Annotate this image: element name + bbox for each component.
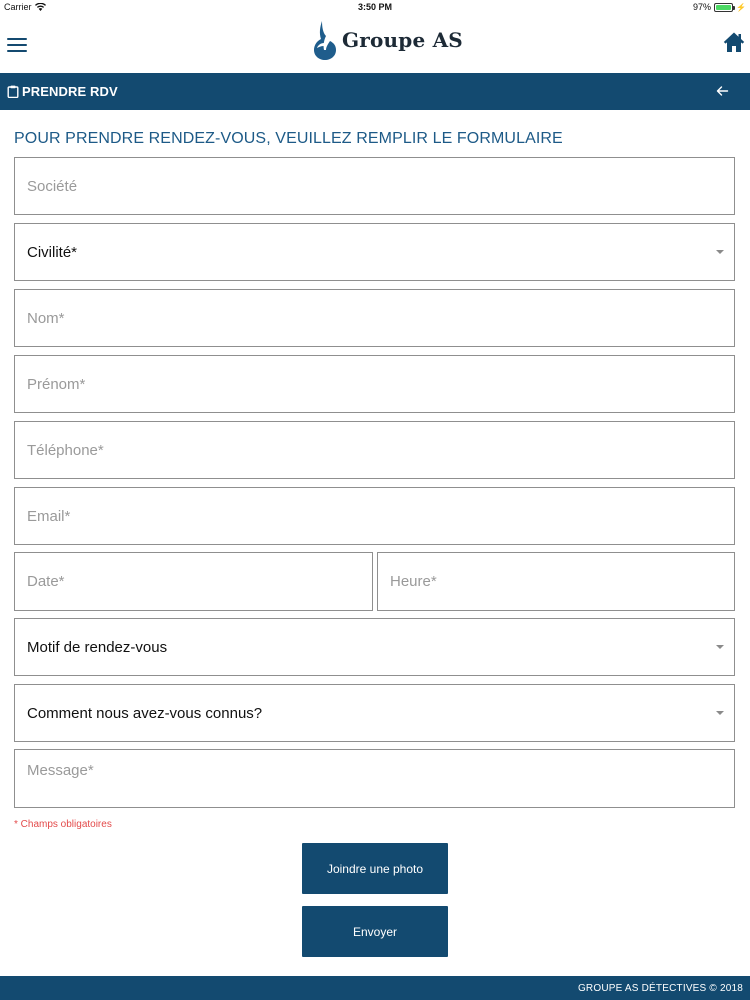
heure-placeholder: Heure* [390, 573, 437, 590]
prenom-placeholder: Prénom* [27, 375, 86, 393]
nom-placeholder: Nom* [27, 309, 65, 327]
message-placeholder: Message* [27, 762, 94, 779]
back-button[interactable] [714, 82, 732, 100]
motif-select[interactable] [14, 618, 735, 676]
page-title-bar [0, 73, 750, 110]
clock: 3:50 PM [357, 2, 392, 12]
battery-percent: 97% [693, 2, 712, 12]
menu-icon-bar [7, 50, 27, 52]
battery-icon [714, 3, 733, 12]
prenom-field[interactable] [14, 355, 735, 413]
arrow-left-icon [714, 82, 732, 100]
email-placeholder: Email* [27, 507, 71, 525]
battery-status [693, 2, 746, 12]
app-header [0, 15, 750, 73]
telephone-placeholder: Téléphone* [27, 441, 104, 459]
home-icon [723, 31, 745, 53]
attach-photo-button[interactable]: Joindre une photo [302, 843, 448, 894]
menu-icon-bar [7, 44, 27, 46]
form-heading: POUR PRENDRE RENDEZ-VOUS, VEUILLEZ REMPLIR LE FORMULAIRE [14, 130, 563, 147]
heure-field[interactable] [377, 552, 735, 611]
chevron-down-icon [716, 250, 724, 254]
brand-name: Groupe AS [342, 28, 463, 52]
logo-mark-icon [308, 19, 338, 61]
connus-select[interactable] [14, 684, 735, 742]
connus-value: Comment nous avez-vous connus? [27, 704, 263, 722]
footer [0, 976, 750, 1000]
date-field[interactable] [14, 552, 373, 611]
menu-button[interactable] [7, 38, 27, 52]
motif-value: Motif de rendez-vous [27, 638, 168, 656]
carrier-label: Carrier [4, 2, 32, 12]
civilite-select[interactable] [14, 223, 735, 281]
societe-field[interactable] [14, 157, 735, 215]
clipboard-icon [7, 85, 19, 98]
menu-icon-bar [7, 38, 27, 40]
message-textarea[interactable] [14, 749, 735, 808]
telephone-field[interactable] [14, 421, 735, 479]
page-title-label: PRENDRE RDV [22, 84, 118, 99]
chevron-down-icon [716, 645, 724, 649]
required-fields-note: * Champs obligatoires [14, 819, 112, 830]
status-bar [0, 0, 750, 15]
chevron-down-icon [716, 711, 724, 715]
home-button[interactable] [723, 31, 745, 53]
civilite-value: Civilité* [27, 243, 78, 261]
page-title [7, 84, 118, 99]
email-field[interactable] [14, 487, 735, 545]
copyright-text: GROUPE AS DÉTECTIVES © 2018 [577, 983, 743, 994]
societe-placeholder: Société [27, 177, 78, 195]
brand-logo[interactable] [308, 19, 463, 61]
charging-icon: ⚡ [736, 2, 746, 12]
send-button[interactable]: Envoyer [302, 906, 448, 957]
date-placeholder: Date* [27, 573, 65, 590]
nom-field[interactable] [14, 289, 735, 347]
